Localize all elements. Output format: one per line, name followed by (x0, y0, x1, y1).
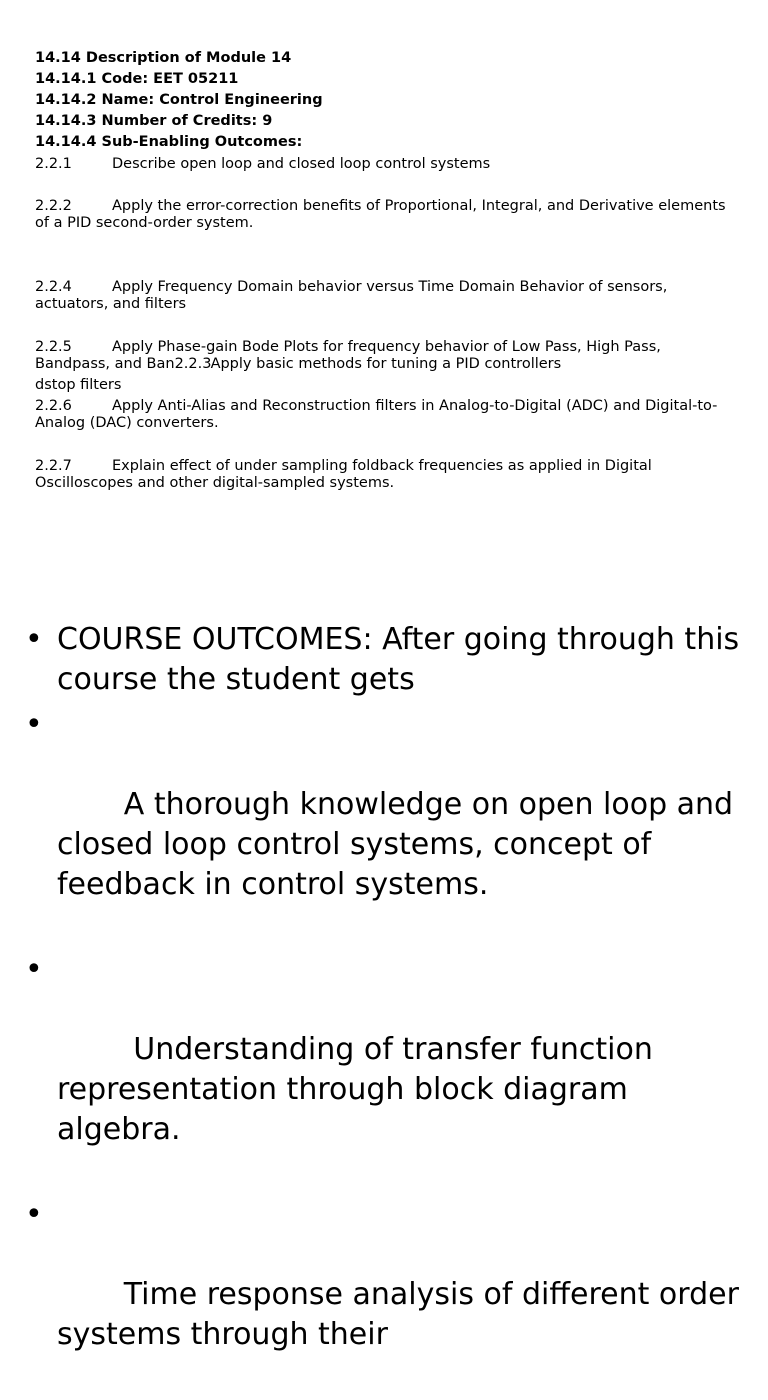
outcome-number: 2.2.2 (35, 198, 72, 214)
outcome-text: Explain effect of under sampling foldback frequencies as applied in Digital Oscilloscopes and other digital-sampled systems. (35, 458, 652, 491)
bullet-icon: • (25, 1197, 43, 1232)
module-header-name: 14.14.2 Name: Control Engineering (35, 92, 323, 108)
module-header-credits: 14.14.3 Number of Credits: 9 (35, 113, 273, 129)
outcome-2-2-2 (35, 198, 735, 232)
outcome-text: Apply Phase-gain Bode Plots for frequency behavior of Low Pass, High Pass, Bandpass, and Ban (35, 339, 661, 372)
course-outcome-text: COURSE OUTCOMES: After going through this course the student gets (57, 622, 740, 697)
outcome-2-2-5-continuation: dstop filters (35, 377, 122, 393)
bullet-icon: • (25, 622, 43, 657)
outcome-number: 2.2.4 (35, 279, 72, 295)
outcome-text: Apply the error-correction benefits of Proportional, Integral, and Derivative elements of a PID second-order system. (35, 198, 726, 231)
module-header-sub-outcomes: 14.14.4 Sub-Enabling Outcomes: (35, 134, 303, 150)
course-outcome-item (0, 950, 768, 1190)
outcome-text: Apply Anti-Alias and Reconstruction filters in Analog-to-Digital (ADC) and Digital-to-Analog (DAC) converters. (35, 398, 718, 431)
course-outcome-item (0, 705, 768, 945)
outcome-number: 2.2.7 (35, 458, 72, 474)
outcome-2-2-1 (35, 156, 735, 173)
course-outcome-item (0, 620, 768, 700)
inline-outcome-text: Apply basic methods for tuning a PID controllers (210, 356, 562, 372)
course-outcomes-list (0, 620, 768, 1400)
outcome-2-2-5 (35, 339, 735, 373)
bullet-icon: • (25, 952, 43, 987)
outcome-number: 2.2.6 (35, 398, 72, 414)
outcome-text: Apply Frequency Domain behavior versus Time Domain Behavior of sensors, actuators, and filters (35, 279, 668, 312)
bullet-icon: • (25, 707, 43, 742)
course-outcome-item (0, 1195, 768, 1395)
course-outcome-text: Time response analysis of different order systems through their (57, 1277, 749, 1352)
module-header-code: 14.14.1 Code: EET 05211 (35, 71, 239, 87)
outcome-2-2-4 (35, 279, 735, 313)
course-outcome-text: Understanding of transfer function representation through block diagram algebra. (57, 1032, 663, 1147)
inline-outcome-number: 2.2.3 (174, 356, 212, 372)
outcome-number: 2.2.1 (35, 156, 72, 172)
module-header-title: 14.14 Description of Module 14 (35, 50, 292, 66)
outcome-2-2-6 (35, 398, 735, 432)
outcome-2-2-7 (35, 458, 735, 492)
outcome-text: Describe open loop and closed loop control systems (112, 156, 491, 172)
outcome-number: 2.2.5 (35, 339, 72, 355)
course-outcome-text: A thorough knowledge on open loop and closed loop control systems, concept of feedback in control systems. (57, 787, 743, 902)
